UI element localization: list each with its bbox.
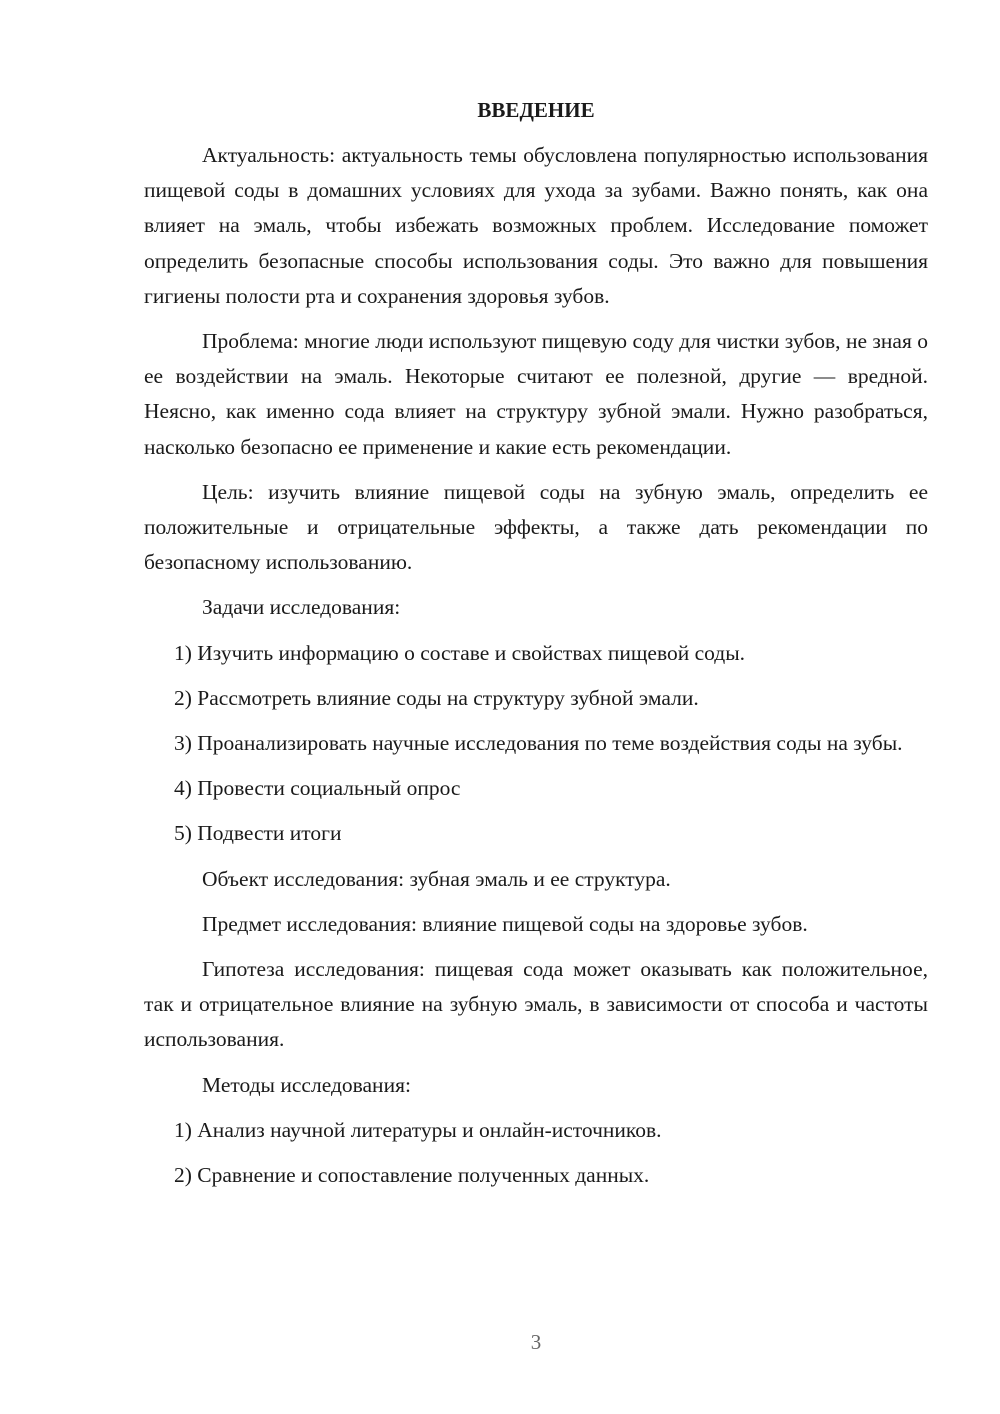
document-page	[144, 93, 928, 1203]
list-item: 4) Провести социальный опрос	[174, 776, 461, 801]
methods-list	[144, 1113, 928, 1193]
problem-paragraph: Проблема: многие люди используют пищевую соду для чистки зубов, не зная о ее воздействии на эмаль. Некоторые считают ее полезной, другие — вредной. Неясно, как именно сода влияет на структуру зубной эмали. Нужно разобраться, насколько безопасно ее применение и какие есть рекомендации.	[144, 329, 928, 459]
page-number: 3	[530, 1330, 542, 1354]
list-item: 3) Проанализировать научные исследования по теме воздействия соды на зубы.	[174, 731, 903, 756]
list-item: 2) Сравнение и сопоставление полученных данных.	[174, 1163, 650, 1188]
tasks-heading: Задачи исследования:	[202, 595, 401, 620]
list-item: 2) Рассмотреть влияние соды на структуру зубной эмали.	[174, 685, 699, 710]
relevance-paragraph: Актуальность: актуальность темы обусловлена популярностью использования пищевой соды в домашних условиях для ухода за зубами. Важно понять, как она влияет на эмаль, чтобы избежать возможных проблем. Исследование поможет определить безопасные способы использования соды. Это важно для повышения гигиены полости рта и сохранения здоровья зубов.	[144, 143, 928, 308]
list-item: 1) Изучить информацию о составе и свойствах пищевой соды.	[174, 640, 746, 665]
object-paragraph: Объект исследования: зубная эмаль и ее структура.	[202, 866, 671, 891]
list-item: 5) Подвести итоги	[174, 821, 342, 846]
hypothesis-paragraph: Гипотеза исследования: пищевая сода может оказывать как положительное, так и отрицательное влияние на зубную эмаль, в зависимости от способа и частоты использования.	[144, 957, 928, 1052]
goal-paragraph: Цель: изучить влияние пищевой соды на зубную эмаль, определить ее положительные и отрицательные эффекты, а также дать рекомендации по безопасному использованию.	[144, 479, 928, 575]
section-title: ВВЕДЕНИЕ	[477, 98, 595, 122]
tasks-list	[144, 636, 928, 852]
subject-paragraph: Предмет исследования: влияние пищевой соды на здоровье зубов.	[202, 911, 808, 936]
list-item: 1) Анализ научной литературы и онлайн-источников.	[174, 1117, 662, 1142]
methods-heading: Методы исследования:	[202, 1072, 411, 1097]
